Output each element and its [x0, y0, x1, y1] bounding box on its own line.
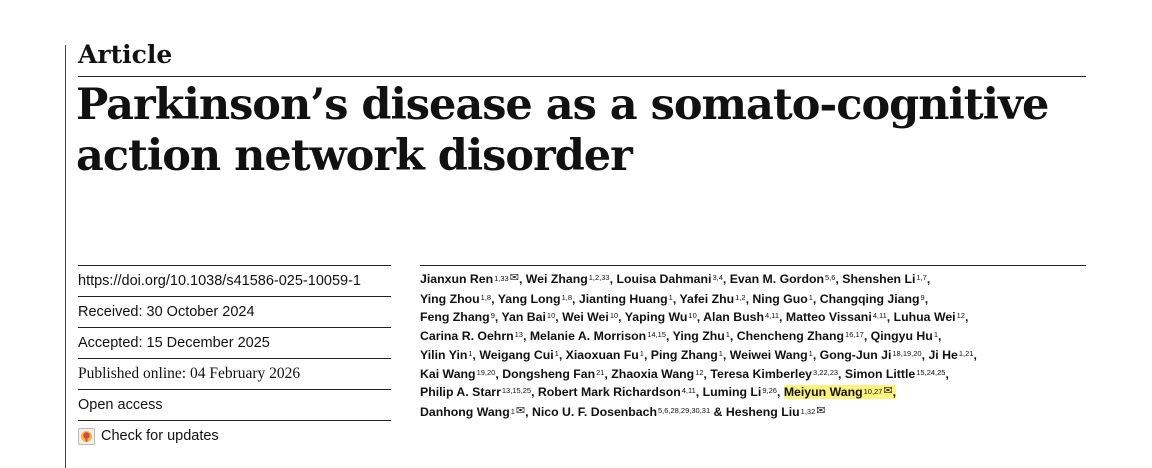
author[interactable] — [710, 367, 838, 381]
author-name: Chencheng Zhang — [736, 329, 845, 344]
author-separator: , — [665, 329, 673, 344]
author[interactable] — [579, 292, 673, 306]
author-name: Gong-Jun Ji — [819, 347, 892, 362]
affiliation-superscript: 9,26 — [762, 386, 777, 396]
article-meta-panel — [78, 265, 391, 451]
author-name: Dongsheng Fan — [502, 366, 596, 381]
title-line-1: Parkinson’s disease as a somato-cognitive — [76, 80, 1049, 130]
author-separator: , — [945, 366, 949, 381]
affiliation-superscript: 16,17 — [845, 330, 864, 340]
affiliation-superscript: 1,8 — [480, 292, 492, 302]
author[interactable] — [673, 329, 730, 343]
author[interactable] — [420, 367, 495, 381]
author-separator: , — [812, 291, 820, 306]
affiliation-superscript: 4,11 — [764, 311, 780, 321]
author-separator: , — [924, 291, 929, 306]
author[interactable] — [501, 310, 555, 324]
author-name: Evan M. Gordon — [729, 272, 824, 286]
author-separator: , — [745, 291, 753, 306]
author-name: Robert Mark Richardson — [537, 385, 681, 400]
author-name: Feng Zhang — [420, 310, 490, 325]
author[interactable] — [562, 310, 618, 324]
author[interactable] — [703, 385, 777, 399]
affiliation-superscript: 19,20 — [476, 367, 496, 377]
author-separator: , — [609, 272, 617, 286]
affiliation-superscript: 1 — [718, 348, 723, 358]
affiliation-superscript: 1,32✉ — [800, 404, 826, 417]
affiliation-superscript: 15,24,25 — [916, 367, 946, 377]
affiliation-superscript: 14,15 — [647, 330, 666, 340]
author[interactable] — [730, 272, 836, 286]
author-separator: , — [643, 347, 651, 362]
author-separator: , — [964, 310, 969, 325]
author-separator: , — [491, 291, 498, 306]
envelope-icon[interactable]: ✉ — [509, 272, 519, 284]
author-name: Xiaoxuan Fu — [565, 347, 639, 362]
author-name: Ning Guo — [752, 291, 808, 306]
affiliation-superscript: 9 — [490, 311, 495, 321]
author-name: Zhaoxia Wang — [611, 366, 695, 381]
author[interactable] — [420, 405, 525, 419]
author-separator: , — [695, 385, 703, 400]
author-name: Kai Wang — [420, 366, 476, 381]
author[interactable] — [498, 292, 572, 306]
author[interactable] — [532, 405, 710, 419]
title-line-2: action network disorder — [76, 131, 632, 181]
author-name: Ying Zhu — [672, 329, 725, 344]
author-name: Teresa Kimberley — [710, 366, 813, 381]
author-name: Wei Wei — [562, 310, 609, 325]
author[interactable] — [530, 329, 666, 343]
author-separator: , — [672, 291, 680, 306]
author-name: Qingyu Hu — [870, 329, 933, 344]
author-separator: , — [555, 310, 563, 325]
affiliation-superscript: 1 — [468, 348, 473, 358]
authors-rule — [420, 265, 1086, 266]
author[interactable] — [786, 310, 887, 324]
author[interactable] — [820, 348, 922, 362]
author-separator: , — [531, 385, 538, 400]
author[interactable] — [820, 292, 925, 306]
envelope-icon[interactable]: ✉ — [883, 385, 893, 398]
author-separator: , — [558, 347, 566, 362]
author-separator: , — [729, 329, 737, 344]
affiliation-superscript: 12 — [956, 311, 965, 321]
affiliation-superscript: 12 — [695, 367, 704, 377]
author-name: Shenshen Li — [842, 272, 916, 286]
author-separator: , — [494, 310, 502, 325]
open-access-label: Open access — [78, 389, 391, 420]
author-separator: , — [618, 310, 625, 325]
author-name: Luhua Wei — [893, 310, 956, 325]
author-separator: & — [710, 404, 726, 419]
author-separator: , — [838, 366, 845, 381]
author[interactable] — [420, 329, 523, 343]
article-type-label: Article — [78, 40, 173, 69]
affiliation-superscript: 1,2 — [735, 292, 746, 302]
author-separator: , — [938, 329, 942, 344]
author-name: Danhong Wang — [420, 404, 510, 419]
author[interactable] — [928, 348, 973, 362]
author-name: Weiwei Wang — [729, 347, 808, 362]
author-separator: , — [973, 347, 977, 362]
affiliation-superscript: 18,19,20 — [892, 348, 922, 358]
author-separator: , — [892, 385, 897, 400]
article-title — [76, 80, 1086, 182]
author-separator: , — [604, 366, 612, 381]
author-line — [420, 403, 1086, 423]
author-name: Jianting Huang — [578, 291, 668, 306]
author[interactable] — [679, 292, 745, 306]
author[interactable] — [420, 272, 519, 286]
affiliation-superscript: 3,22,23 — [813, 367, 839, 377]
author[interactable] — [752, 292, 813, 306]
author-name: Simon Little — [844, 366, 916, 381]
author-separator: , — [835, 272, 843, 286]
author-line — [420, 383, 1086, 403]
affiliation-superscript: 1 — [933, 330, 938, 340]
author[interactable] — [625, 310, 697, 324]
author[interactable] — [871, 329, 938, 343]
author-name: Louisa Dahmani — [616, 272, 712, 286]
author-separator: , — [472, 347, 480, 362]
affiliation-superscript: 1 — [808, 292, 813, 302]
author-separator: , — [572, 291, 579, 306]
author-separator: , — [779, 310, 786, 325]
author[interactable] — [651, 348, 723, 362]
author-line — [420, 308, 1086, 327]
author[interactable] — [844, 366, 949, 381]
author-line — [420, 270, 1086, 290]
author-name: Nico U. F. Dosenbach — [531, 404, 657, 419]
author-name: Weigang Cui — [479, 347, 554, 362]
author[interactable] — [420, 292, 491, 306]
author[interactable] — [420, 310, 495, 324]
author-separator: , — [921, 347, 929, 362]
header-rule — [78, 76, 1086, 77]
left-margin-rule — [65, 45, 66, 468]
affiliation-superscript: 1,8 — [561, 292, 573, 302]
affiliation-superscript: 1 — [668, 292, 673, 302]
author-name: Ying Zhou — [420, 291, 480, 306]
author-name: Ping Zhang — [650, 347, 718, 362]
author-separator: , — [722, 347, 730, 362]
author[interactable] — [420, 348, 473, 362]
affiliation-superscript: 5,6 — [825, 273, 836, 282]
author[interactable] — [502, 367, 604, 381]
author[interactable] — [420, 385, 531, 399]
affiliation-superscript: 4,11 — [872, 311, 887, 321]
affiliation-superscript: 10 — [609, 311, 619, 321]
envelope-icon[interactable]: ✉ — [515, 404, 526, 417]
author-line — [420, 290, 1086, 309]
author-line — [420, 365, 1086, 384]
author-line — [420, 327, 1086, 346]
author-name: Carina R. Oehrn — [420, 329, 514, 344]
doi-link[interactable]: https://doi.org/10.1038/s41586-025-10059-1 — [78, 265, 391, 296]
author[interactable] — [526, 272, 610, 286]
author-name: Yan Bai — [501, 310, 546, 325]
author-name: Alan Bush — [703, 310, 764, 325]
accepted-date: Accepted: 15 December 2025 — [78, 327, 391, 358]
affiliation-superscript: 1,7 — [916, 273, 927, 282]
author-separator: , — [863, 329, 871, 344]
author-name: Meiyun Wang — [783, 385, 863, 400]
author-name: Philip A. Starr — [420, 385, 501, 400]
author-separator: , — [522, 329, 530, 344]
author-separator: , — [926, 272, 931, 286]
author-separator: , — [696, 310, 704, 325]
received-date: Received: 30 October 2024 — [78, 296, 391, 327]
check-for-updates-label: Check for updates — [101, 428, 219, 444]
author-separator: , — [722, 272, 730, 286]
author[interactable] — [894, 310, 965, 324]
author[interactable] — [726, 405, 826, 419]
author[interactable] — [479, 348, 558, 362]
author-separator: , — [495, 366, 503, 381]
author-name: Yafei Zhu — [679, 291, 735, 306]
author-name: Yaping Wu — [624, 310, 688, 325]
author-name: Ji He — [928, 347, 958, 362]
affiliation-superscript: 13 — [514, 330, 523, 340]
affiliation-superscript: 10 — [546, 311, 556, 321]
affiliation-superscript: 1✉ — [510, 404, 526, 417]
author-name: Yang Long — [497, 291, 561, 306]
author[interactable] — [703, 310, 779, 324]
check-for-updates-button[interactable] — [78, 420, 391, 451]
affiliation-superscript: 1,21 — [958, 348, 974, 358]
affiliation-superscript: 1 — [639, 348, 644, 358]
published-date: Published online: 04 February 2026 — [78, 358, 391, 389]
author-name: Hesheng Liu — [725, 404, 800, 419]
affiliation-superscript: 1,33✉ — [494, 272, 519, 284]
author-separator: , — [886, 310, 894, 325]
affiliation-superscript: 4,11 — [681, 386, 696, 396]
author[interactable] — [730, 348, 813, 362]
author-separator: , — [703, 366, 711, 381]
author-separator: , — [812, 347, 820, 362]
author-list — [420, 270, 1086, 423]
envelope-icon[interactable]: ✉ — [816, 404, 826, 417]
author[interactable] — [611, 367, 703, 381]
author-separator: , — [518, 272, 526, 286]
affiliation-superscript: 9 — [920, 292, 925, 302]
author[interactable] — [566, 348, 644, 362]
affiliation-superscript: 13,15,25 — [501, 386, 532, 396]
author-line — [420, 346, 1086, 365]
author-separator: , — [776, 385, 784, 400]
author-name: Jianxun Ren — [420, 272, 494, 286]
author-name: Melanie A. Morrison — [529, 329, 647, 344]
affiliation-superscript: 3,4 — [712, 273, 723, 282]
affiliation-superscript: 5,6,28,29,30,31 — [658, 405, 711, 415]
author-name: Changqing Jiang — [819, 291, 920, 306]
author-name: Matteo Vissani — [785, 310, 872, 325]
author-name: Yilin Yin — [420, 347, 468, 362]
affiliation-superscript: 1 — [808, 348, 813, 358]
author-name: Luming Li — [702, 385, 762, 400]
check-for-updates-icon — [78, 428, 95, 445]
author[interactable] — [784, 385, 896, 399]
author[interactable] — [538, 385, 696, 399]
affiliation-superscript: 21 — [596, 367, 605, 377]
author-name: Wei Zhang — [525, 272, 588, 286]
affiliation-superscript: 1,2,33 — [588, 273, 610, 282]
affiliation-superscript: 1 — [725, 330, 730, 340]
author[interactable] — [616, 272, 722, 286]
affiliation-superscript: 10,27✉ — [863, 385, 893, 398]
affiliation-superscript: 10 — [688, 311, 697, 321]
author-separator: , — [525, 404, 532, 419]
affiliation-superscript: 1 — [554, 348, 559, 358]
author[interactable] — [842, 272, 927, 286]
author[interactable] — [737, 329, 864, 343]
